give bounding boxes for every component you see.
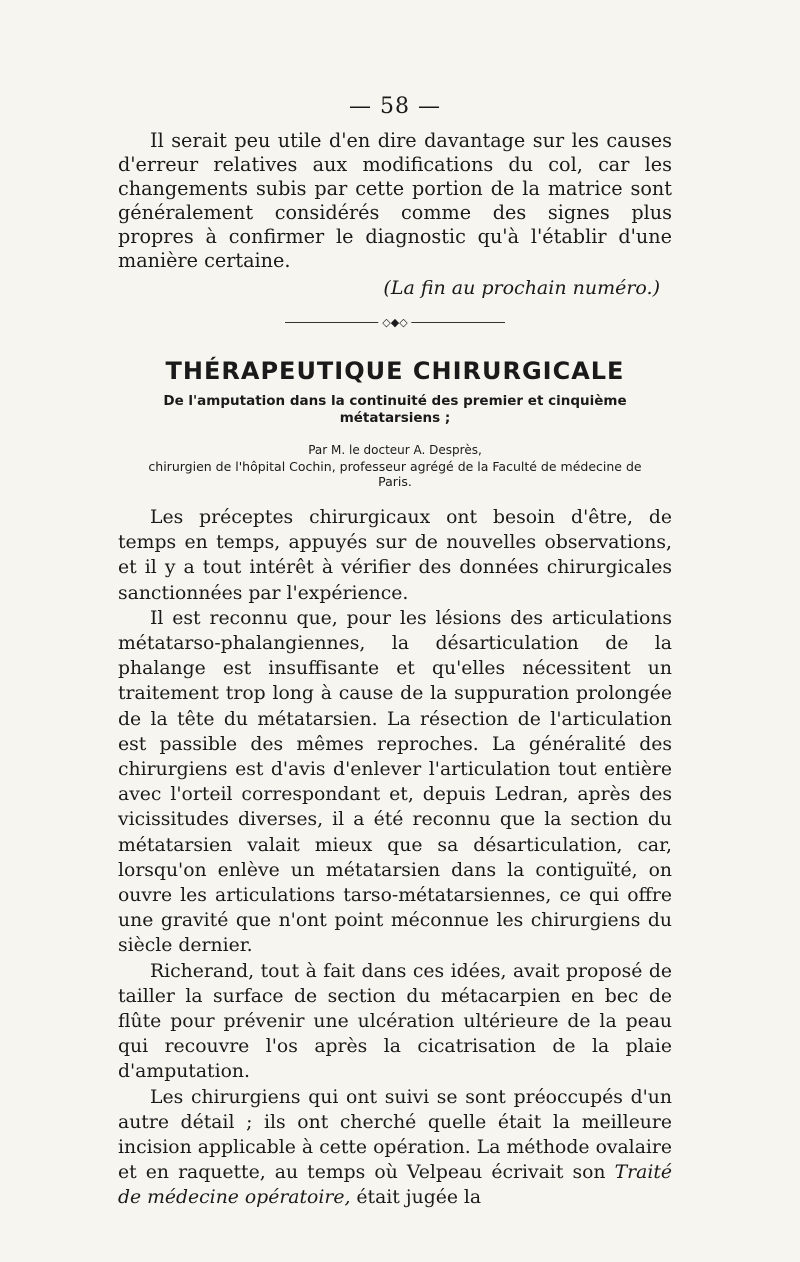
book-title: Traité de médecine opératoire, [118,1162,672,1209]
author-affiliation: chirurgien de l'hôpital Cochin, professeur agrégé de la Faculté de médecine de Paris. [148,459,642,489]
paragraph-4-end: était jugée la [356,1187,482,1209]
to-be-continued-note: (La fin au prochain numéro.) [383,277,660,299]
body-paragraph-2: Il est reconnu que, pour les lésions des articulations métatarso-phalangiennes, la désarticulation de la phalange est insuffisante et qu'elles nécessitent un traitement trop long à cause de la suppuration prolongée de la tête du métatarsien. La résection de l'articulation est passible des mêmes reproches. La généralité des chirurgiens est d'avis d'enlever l'articulation tout entière avec l'orteil correspondant et, depuis Ledran, après des vicissitudes diverses, il a été reconnu que la section du métatarsien valait mieux que sa désarticulation, car, lorsqu'on enlève un métatarsien dans la contiguïté, on ouvre les articulations tarso-métatarsiennes, ce qui offre une gravité que n'ont point méconnue les chirurgiens du siècle dernier. [118,607,672,957]
article-body [118,505,672,1211]
body-paragraph-3: Richerand, tout à fait dans ces idées, avait proposé de tailler la surface de section du métacarpien en bec de flûte pour prévenir une ulcération ultérieure de la peau qui recouvre l'os après la cicatrisation de la plaie d'amputation. [118,960,672,1083]
body-paragraph-4 [118,1085,672,1211]
section-title: THÉRAPEUTIQUE CHIRURGICALE [165,357,625,385]
body-paragraph-1: Les préceptes chirurgicaux ont besoin d'être, de temps en temps, appuyés sur de nouvelles observations, et il y a tout intérêt à vérifier des données chirurgicales sanctionnées par l'expérience. [118,507,672,604]
ornamental-rule [285,317,505,329]
page-number: — 58 — [349,94,441,119]
ornament-icon: ◇◆◇ [378,317,411,328]
intro-paragraph: Il serait peu utile d'en dire davantage sur les causes d'erreur relatives aux modifications du col, car les changements subis par cette portion de la matrice sont généralement considérés comme des signes plus propres à confirmer le diagnostic qu'à l'établir d'une manière certaine. [118,129,672,272]
article-byline: Par M. le docteur A. Desprès, [308,443,482,457]
article-title: De l'amputation dans la continuité des premier et cinquième métatarsiens ; [163,393,627,426]
paragraph-4-text: Les chirurgiens qui ont suivi se sont préoccupés d'un autre détail ; ils ont cherché quelle était la meilleure incision applicable à cette opération. La méthode ovalaire et en raquette, au temps où Velpeau écrivait son [118,1086,672,1184]
